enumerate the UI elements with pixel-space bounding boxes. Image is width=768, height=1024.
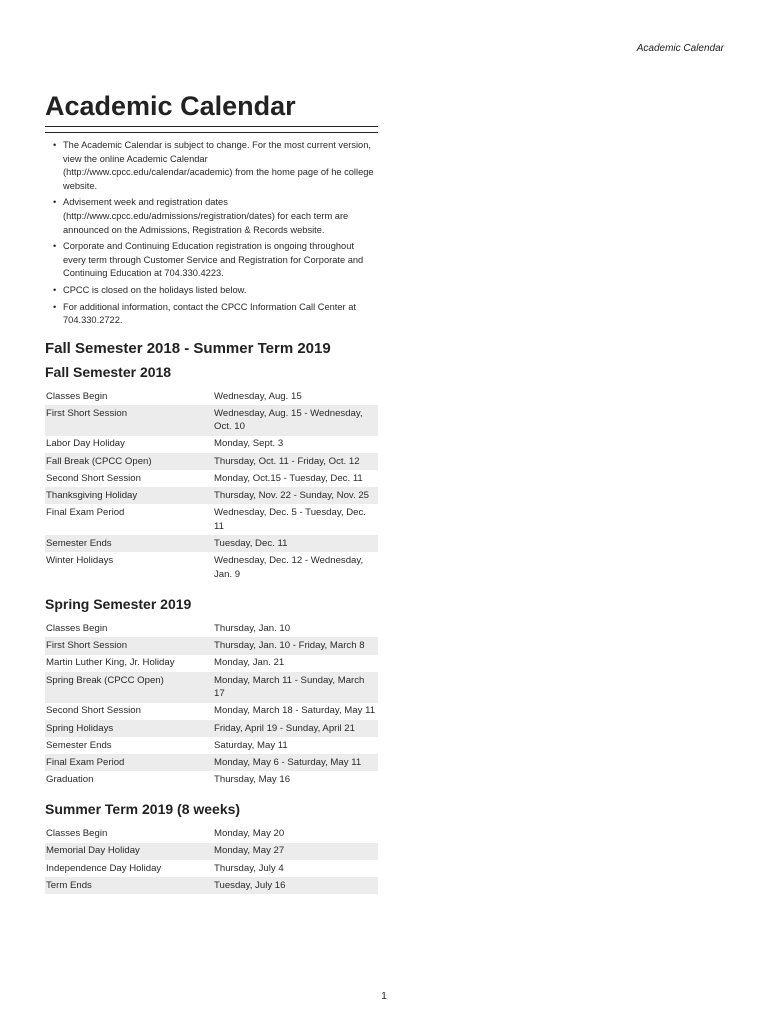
table-row (45, 535, 378, 552)
bullet-icon: • (53, 140, 57, 150)
page-content (45, 88, 378, 894)
event-name: First Short Session (45, 637, 211, 654)
fall-semester-title: Fall Semester 2018 (45, 363, 172, 380)
event-date: Saturday, May 11 (214, 739, 288, 751)
table-row (45, 504, 378, 535)
spring-semester-title: Spring Semester 2019 (45, 596, 192, 613)
event-date: Thursday, July 4 (214, 862, 284, 874)
event-name: Final Exam Period (46, 507, 125, 519)
event-date: Monday, Jan. 21 (214, 657, 285, 669)
event-date: Friday, April 19 - Sunday, April 21 (211, 720, 378, 737)
event-name: Semester Ends (45, 535, 211, 552)
bullet-icon: • (53, 241, 57, 252)
event-name: Classes Begin (46, 390, 108, 402)
event-date: Monday, March 11 - Sunday, March 17 (211, 672, 378, 703)
event-date: Thursday, Jan. 10 - Friday, March 8 (211, 637, 378, 654)
event-name: Spring Break (CPCC Open) (45, 672, 211, 703)
table-row (45, 655, 378, 672)
bullet-icon: • (53, 301, 57, 312)
table-row (45, 860, 378, 877)
bullet-icon: • (53, 197, 57, 208)
academic-year-title: Fall Semester 2018 - Summer Term 2019 (45, 339, 331, 357)
event-date: Wednesday, Aug. 15 (214, 390, 302, 402)
event-name: Final Exam Period (45, 754, 211, 771)
intro-note-text: CPCC is closed on the holidays listed below. (63, 284, 247, 295)
event-name: Martin Luther King, Jr. Holiday (46, 657, 175, 669)
table-row (45, 487, 378, 504)
event-name: Graduation (46, 774, 94, 786)
event-date: Thursday, Oct. 11 - Friday, Oct. 12 (211, 453, 378, 470)
running-header: Academic Calendar (636, 43, 724, 54)
event-date: Wednesday, Aug. 15 - Wednesday, Oct. 10 (211, 405, 378, 436)
event-name: Second Short Session (46, 472, 141, 484)
table-row (45, 637, 378, 654)
table-row (45, 436, 378, 453)
table-row (45, 737, 378, 754)
table-row (45, 703, 378, 720)
event-name: Fall Break (CPCC Open) (45, 453, 211, 470)
event-name: Term Ends (45, 877, 211, 894)
event-date: Wednesday, Dec. 12 - Wednesday, Jan. 9 (214, 555, 364, 580)
summer-term-title: Summer Term 2019 (8 weeks) (45, 801, 241, 818)
event-name: Independence Day Holiday (46, 862, 162, 874)
intro-note-text: For additional information, contact the CPCC Information Call Center at 704.330.2722. (63, 301, 356, 326)
event-date: Tuesday, Dec. 11 (211, 535, 378, 552)
event-date: Tuesday, July 16 (211, 877, 378, 894)
event-name: First Short Session (45, 405, 211, 436)
table-row (45, 771, 378, 788)
table-row (45, 672, 378, 703)
event-name: Classes Begin (46, 828, 108, 840)
intro-note-text: Advisement week and registration dates (http://www.cpcc.edu/admissions/registration/dates) for each term are announced on the Admissions, Registration & Records website. (63, 197, 349, 235)
event-name: Thanksgiving Holiday (45, 487, 211, 504)
event-date: Monday, Sept. 3 (214, 438, 284, 450)
table-row (45, 754, 378, 771)
intro-note (45, 284, 378, 298)
event-date: Thursday, May 16 (214, 774, 291, 786)
page-number: 1 (381, 991, 387, 1002)
page-title: Academic Calendar (45, 91, 296, 121)
spring-semester-table (45, 620, 378, 788)
table-row (45, 453, 378, 470)
table-row (45, 405, 378, 436)
table-row (45, 470, 378, 487)
event-date: Monday, May 27 (211, 843, 378, 860)
summer-term-table (45, 825, 378, 894)
title-double-rule (45, 126, 378, 133)
intro-note (45, 240, 378, 281)
fall-semester-table (45, 388, 378, 583)
table-row (45, 620, 378, 637)
event-date: Monday, Oct.15 - Tuesday, Dec. 11 (214, 472, 363, 484)
event-name: Second Short Session (46, 705, 141, 717)
intro-note (45, 196, 378, 237)
intro-note (45, 139, 378, 193)
event-date: Monday, May 6 - Saturday, May 11 (211, 754, 378, 771)
intro-note (45, 301, 378, 328)
table-row (45, 877, 378, 894)
event-name: Winter Holidays (46, 555, 114, 567)
event-name: Labor Day Holiday (46, 438, 125, 450)
bullet-icon: • (53, 284, 57, 295)
event-date: Thursday, Jan. 10 (214, 622, 291, 634)
table-row (45, 843, 378, 860)
event-date: Thursday, Nov. 22 - Sunday, Nov. 25 (211, 487, 378, 504)
event-date: Monday, March 18 - Saturday, May 11 (214, 705, 376, 717)
event-date: Monday, May 20 (214, 828, 285, 840)
event-name: Spring Holidays (45, 720, 211, 737)
table-row (45, 720, 378, 737)
event-name: Memorial Day Holiday (45, 843, 211, 860)
intro-note-text: The Academic Calendar is subject to change. For the most current version, view the online Academic Calendar (http://www.cpcc.edu/calendar/academic) from the home page of he college website. (63, 140, 374, 191)
event-name: Classes Begin (46, 622, 108, 634)
table-row (45, 825, 378, 842)
event-date: Wednesday, Dec. 5 - Tuesday, Dec. 11 (214, 507, 366, 532)
event-name: Semester Ends (46, 739, 112, 751)
intro-note-text: Corporate and Continuing Education registration is ongoing throughout every term through Customer Service and Registration for Corporate and Continuing Education at 704.330.4223. (63, 241, 364, 279)
table-row (45, 552, 378, 583)
intro-notes (45, 139, 378, 328)
table-row (45, 388, 378, 405)
